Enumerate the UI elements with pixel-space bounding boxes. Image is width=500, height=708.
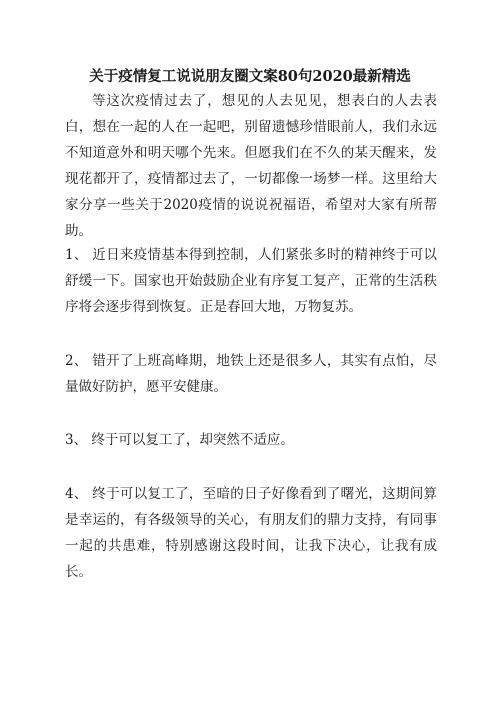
- intro-paragraph: 等这次疫情过去了，想见的人去见见，想表白的人去表白，想在一起的人在一起吧，别留遗憾珍惜眼前人，我们永远不知道意外和明天哪个先来。但愿我们在不久的某天醒来，发现花都开了，疫情都过去了，一切都像一场梦一样。这里给大家分享一些关于2020疫情的说说祝福语，希望对大家有所帮助。: [65, 93, 437, 239]
- page-title: 关于疫情复工说说朋友圈文案80句2020最新精选: [89, 68, 411, 85]
- list-item-4: 4、 终于可以复工了，至暗的日子好像看到了曙光，这期间算是幸运的，有各级领导的关心，有朋友们的鼎力支持，有同事一起的共患难，特别感谢这段时间，让我下决心，让我有成长。: [65, 486, 437, 580]
- list-item-1: 1、 近日来疫情基本得到控制，人们紧张多时的精神终于可以舒缓一下。国家也开始鼓励企业有序复工复产，正常的生活秩序将会逐步得到恢复。正是春回大地，万物复苏。: [65, 247, 437, 315]
- list-item-3: 3、 终于可以复工了，却突然不适应。: [65, 432, 294, 448]
- list-item-2: 2、 错开了上班高峰期，地铁上还是很多人，其实有点怕，尽量做好防护，愿平安健康。: [65, 353, 437, 395]
